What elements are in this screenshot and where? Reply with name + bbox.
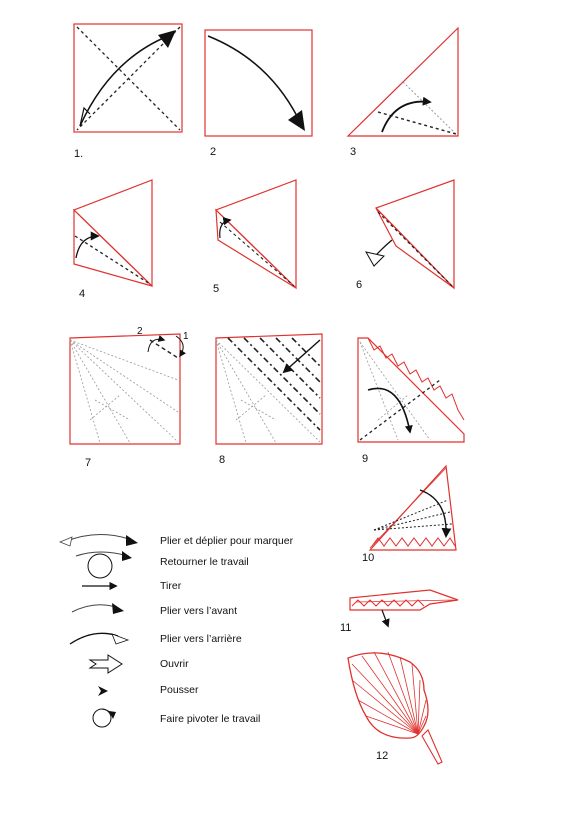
open-arrow-icon	[90, 655, 122, 673]
valley-fold-arrow-icon	[368, 388, 410, 432]
paper-kite	[74, 180, 152, 286]
valley-fold-arrow-icon	[76, 236, 98, 258]
step-7-mark-2: 2	[137, 326, 143, 337]
step-number-8: 8	[219, 454, 226, 466]
paper-triangle	[370, 466, 456, 550]
mountain-crease	[403, 82, 456, 134]
step-8-diagram	[216, 334, 322, 444]
crease-pattern	[70, 340, 178, 443]
legend-label-rotate: Faire pivoter le travail	[160, 713, 261, 725]
step-number-11: 11	[340, 622, 352, 634]
step-number-3: 3	[350, 146, 357, 158]
pleat-line	[370, 468, 446, 548]
fold-unfold-arrow-icon	[60, 534, 138, 546]
leaf-stem	[422, 730, 442, 764]
step-number-10: 10	[362, 552, 375, 564]
step-12-diagram	[348, 652, 442, 764]
legend-label-pull: Tirer	[160, 580, 182, 592]
paper-square	[216, 334, 322, 444]
paper-flap	[216, 210, 296, 288]
step-number-4: 4	[79, 288, 86, 300]
step-number-12: 12	[376, 750, 389, 762]
legend-label-fold-unfold: Plier et déplier pour marquer	[160, 535, 294, 547]
valley-fold-arrow-icon	[420, 490, 446, 536]
step-3-diagram	[348, 28, 458, 136]
legend-label-open: Ouvrir	[160, 658, 189, 670]
step-9-diagram	[358, 338, 464, 442]
arrow-head-icon	[288, 110, 305, 131]
step-10-diagram	[370, 466, 456, 550]
fold-unfold-arrow-icon	[80, 36, 168, 126]
paper-kite	[376, 180, 454, 288]
valley-fold-arrow-icon	[208, 36, 298, 118]
push-arrow-icon	[98, 686, 108, 696]
valley-fold-arrow-icon	[382, 102, 430, 132]
step-number-7: 7	[85, 457, 92, 469]
legend-label-turn-over: Retourner le travail	[160, 556, 249, 568]
mountain-fold-arrow-icon	[148, 339, 164, 352]
valley-crease	[378, 112, 456, 134]
step-11-diagram	[350, 590, 458, 626]
mountain-fold-arrow-icon	[70, 633, 128, 644]
paper-kite	[216, 180, 296, 288]
step-number-1: 1.	[74, 148, 84, 160]
paper-square	[70, 334, 180, 444]
valley-crease	[220, 222, 294, 286]
step-7-diagram	[70, 326, 189, 444]
crease-pattern	[360, 342, 430, 440]
paper-shape	[358, 338, 464, 442]
legend-label-mountain-fold: Plier vers l’arrière	[160, 633, 242, 645]
step-2-diagram	[205, 30, 312, 136]
step-7-mark-1: 1	[183, 331, 189, 342]
step-5-diagram	[216, 180, 296, 288]
arrow-head-icon	[366, 252, 384, 266]
legend-icons	[60, 534, 138, 727]
step-number-5: 5	[213, 283, 220, 295]
step-1-diagram	[74, 24, 182, 132]
pull-arrow-icon	[382, 610, 388, 626]
crease-pattern	[216, 340, 320, 443]
crease-pattern	[374, 500, 452, 530]
rotate-icon	[93, 709, 116, 727]
leaf-veins	[352, 652, 426, 734]
valley-fold-arrow-icon	[72, 603, 124, 614]
step-number-6: 6	[356, 279, 363, 291]
valley-crease	[150, 340, 178, 358]
step-6-diagram	[366, 180, 454, 288]
pleated-edge	[372, 538, 455, 546]
turn-over-icon	[76, 551, 132, 578]
pleated-edge	[368, 338, 464, 420]
paper-flap	[74, 210, 152, 286]
legend-label-push: Pousser	[160, 684, 199, 696]
valley-crease	[75, 236, 150, 284]
legend-label-valley-fold: Plier vers l’avant	[160, 605, 238, 617]
pull-arrow-icon	[284, 340, 320, 372]
step-number-9: 9	[362, 453, 369, 465]
step-4-diagram	[74, 180, 152, 286]
step-number-2: 2	[210, 146, 217, 158]
